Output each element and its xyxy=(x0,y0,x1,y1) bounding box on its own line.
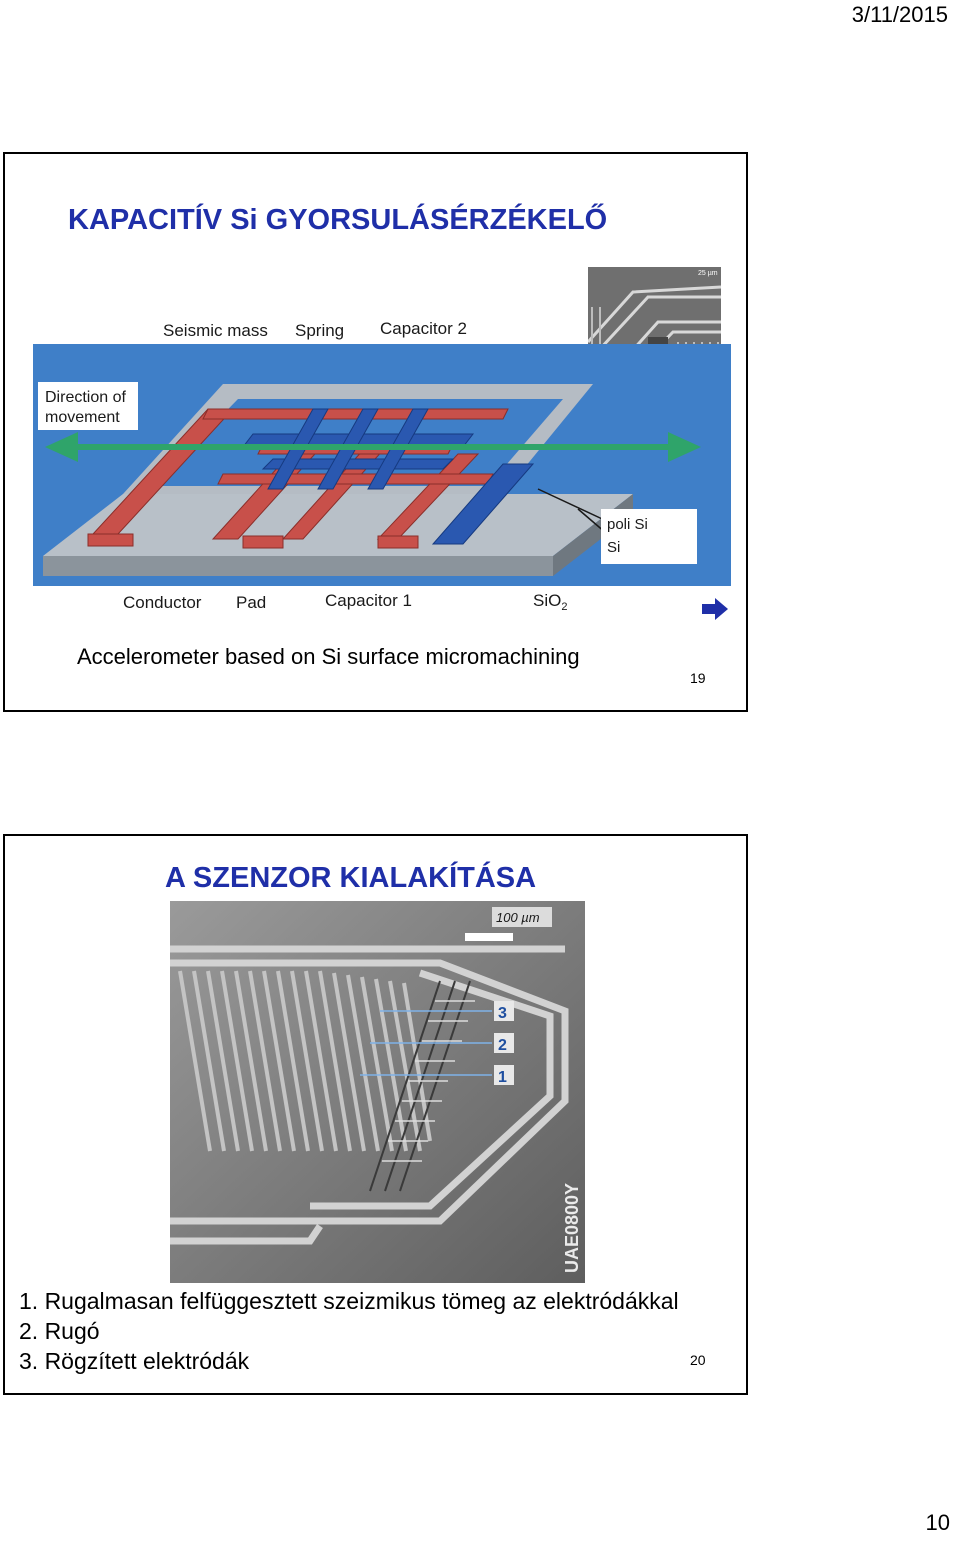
label-spring: Spring xyxy=(295,321,345,340)
svg-text:2: 2 xyxy=(498,1037,507,1054)
slide-number: 19 xyxy=(690,670,706,686)
label-direction-1: Direction of xyxy=(45,389,126,406)
svg-text:1: 1 xyxy=(498,1069,507,1086)
marker-2 xyxy=(494,1033,514,1054)
list-item: 2. Rugó xyxy=(19,1318,100,1344)
image-code: UAE0800Y xyxy=(562,1182,582,1273)
marker-1 xyxy=(494,1065,514,1086)
legend-list xyxy=(19,1286,679,1376)
label-poli-si: poli Si xyxy=(607,516,648,533)
scale-bar xyxy=(465,933,513,941)
label-conductor: Conductor xyxy=(123,593,202,612)
print-date: 3/11/2015 xyxy=(851,2,948,27)
label-direction-2: movement xyxy=(45,409,120,426)
label-capacitor2: Capacitor 2 xyxy=(380,319,467,338)
label-sio2: SiO$_2$ xyxy=(533,591,568,613)
sem-sensor-image xyxy=(170,901,585,1283)
slide-number: 20 xyxy=(690,1352,706,1368)
list-item: 3. Rögzített elektródák xyxy=(19,1348,250,1374)
label-seismic-mass: Seismic mass xyxy=(163,321,268,340)
page-number: 10 xyxy=(925,1510,950,1535)
next-arrow-icon[interactable] xyxy=(702,598,728,620)
slide-title: KAPACITÍV Si GYORSULÁSÉRZÉKELŐ xyxy=(68,204,608,236)
label-pad: Pad xyxy=(236,593,267,612)
scale-label: 100 µm xyxy=(496,910,540,925)
slide-caption: Accelerometer based on Si surface micromachining xyxy=(77,644,580,669)
marker-3 xyxy=(494,1001,514,1022)
slide-19 xyxy=(3,152,748,712)
slide-20 xyxy=(3,834,748,1395)
svg-text:3: 3 xyxy=(498,1005,507,1022)
list-item: 1. Rugalmasan felfüggesztett szeizmikus tömeg az elektródákkal xyxy=(19,1288,679,1314)
label-si: Si xyxy=(607,539,621,556)
slide-title: A SZENZOR KIALAKÍTÁSA xyxy=(165,862,537,894)
accelerometer-diagram xyxy=(33,314,731,614)
inset-scale-label: 25 µm xyxy=(698,270,718,277)
label-capacitor1: Capacitor 1 xyxy=(325,591,412,610)
